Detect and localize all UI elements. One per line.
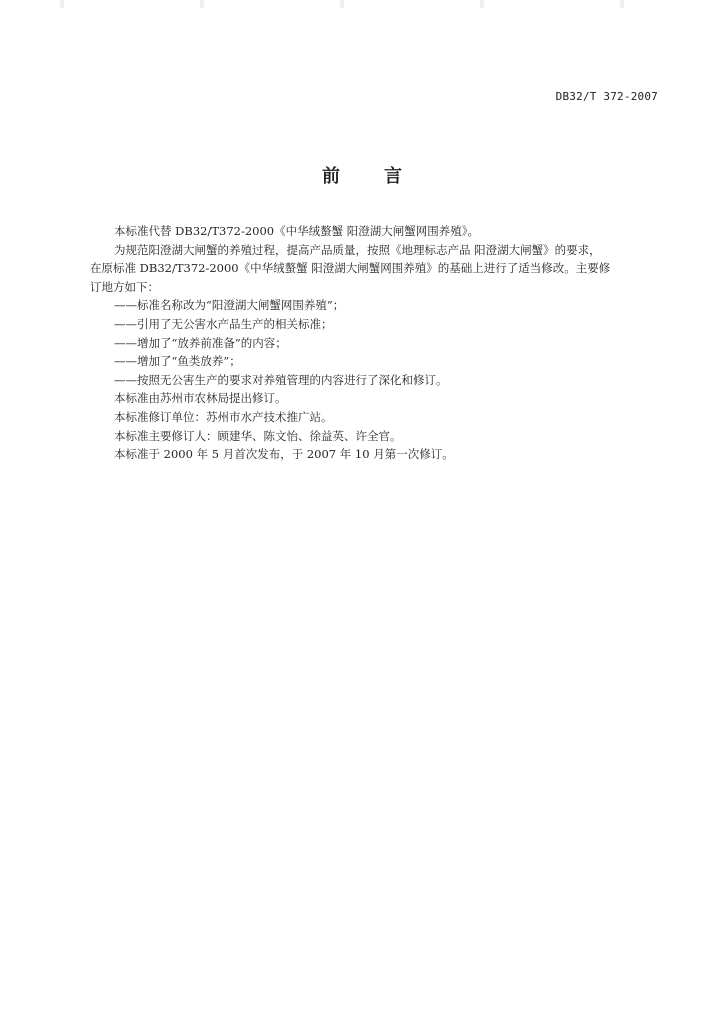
change-item-1: ——标准名称改为“阳澄湖大闸蟹网围养殖”； bbox=[114, 298, 345, 313]
paragraph-replaces: 本标准代替 DB32/T372-2000《中华绒螯蟹 阳澄湖大闸蟹网围养殖》。 bbox=[114, 224, 480, 238]
document-code: DB32/T 372-2007 bbox=[555, 90, 658, 103]
change-item-4: ——增加了“鱼类放养”； bbox=[114, 354, 241, 369]
foreword-body bbox=[90, 222, 665, 464]
change-item-2: ——引用了无公害水产品生产的相关标准； bbox=[114, 316, 333, 331]
heading-char-2: 言 bbox=[384, 166, 402, 187]
foreword-heading bbox=[0, 162, 724, 188]
change-item-3: ——增加了“放养前准备”的内容； bbox=[114, 335, 287, 350]
paragraph-proposer: 本标准由苏州市农林局提出修订。 bbox=[114, 391, 287, 406]
paragraph-purpose-line-2: 在原标准 DB32/T372-2000《中华绒螯蟹 阳澄湖大闸蟹网围养殖》的基础上进行了适当修改。主要修 bbox=[90, 261, 611, 276]
paragraph-revising-unit: 本标准修订单位：苏州市水产技术推广站。 bbox=[114, 409, 333, 424]
paragraph-purpose-line-3: 订地方如下： bbox=[90, 279, 159, 294]
paragraph-purpose-line-1: 为规范阳澄湖大闸蟹的养殖过程，提高产品质量，按照《地理标志产品 阳澄湖大闸蟹》的要求， bbox=[114, 242, 601, 257]
change-item-5: ——按照无公害生产的要求对养殖管理的内容进行了深化和修订。 bbox=[114, 372, 448, 387]
scan-edge-marks bbox=[0, 0, 724, 8]
heading-char-1: 前 bbox=[322, 166, 340, 187]
paragraph-release-history: 本标准于 2000 年 5 月首次发布，于 2007 年 10 月第一次修订。 bbox=[114, 447, 454, 462]
paragraph-revisers: 本标准主要修订人：顾建华、陈文怡、徐益英、许全官。 bbox=[114, 428, 402, 443]
